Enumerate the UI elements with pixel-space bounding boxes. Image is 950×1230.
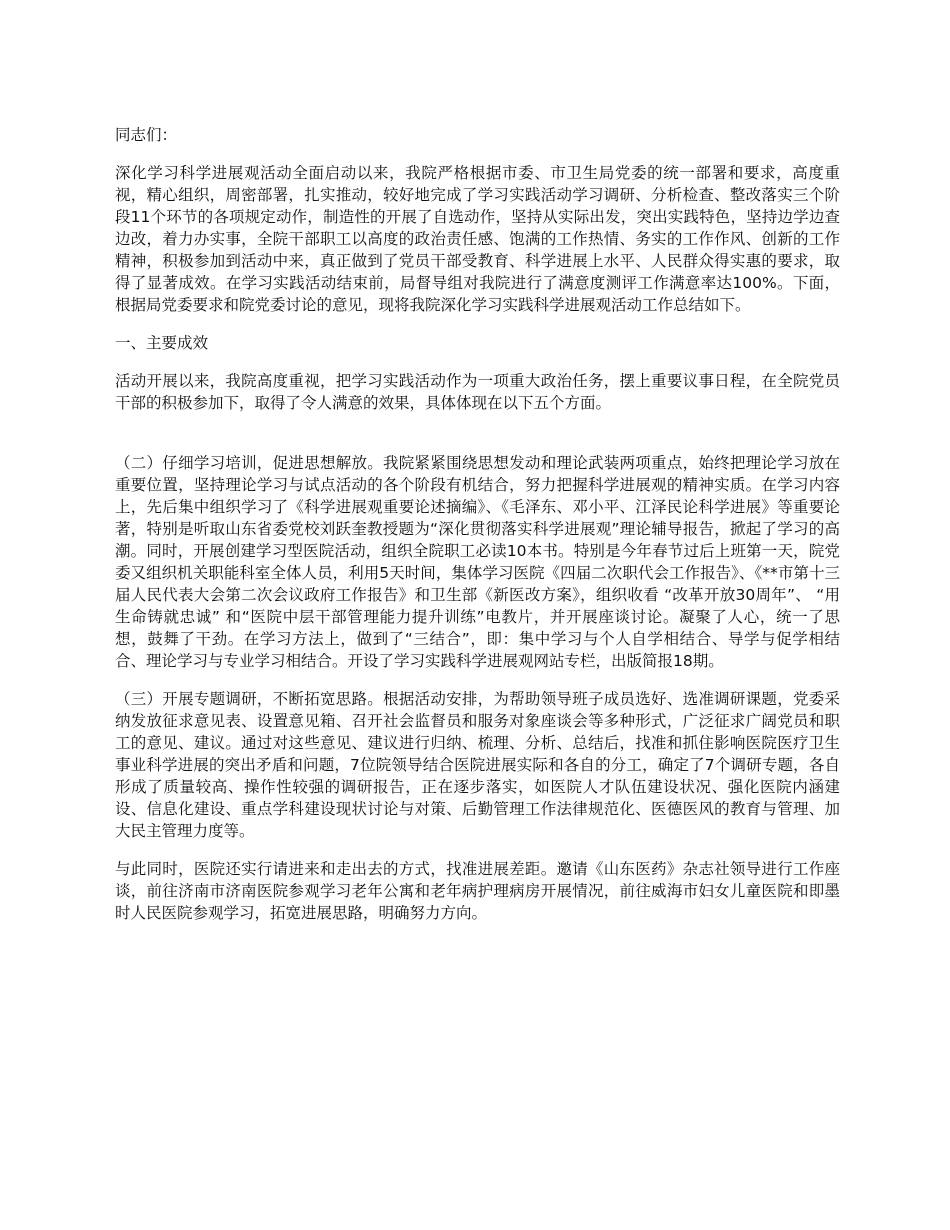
section-heading-main-results: 一、主要成效 [115, 334, 209, 352]
document-page [115, 124, 840, 940]
section-intro-paragraph: 活动开展以来，我院高度重视，把学习实践活动作为一项重大政治任务，摆上重要议事日程，在全院党员干部的积极参加下，取得了令人满意的效果，具体体现在以下五个方面。 [115, 372, 840, 412]
item-three-continued-paragraph: 与此同时，医院还实行请进来和走出去的方式，找准进展差距。邀请《山东医药》杂志社领导进行工作座谈，前往济南市济南医院参观学习老年公寓和老年病护理病房开展情况，前往威海市妇女儿童医院和即墨时人民医院参观学习，拓宽进展思路，明确努力方向。 [115, 860, 840, 922]
item-three-paragraph: （三）开展专题调研，不断拓宽思路。根据活动安排，为帮助领导班子成员选好、选准调研课题，党委采纳发放征求意见表、设置意见箱、召开社会监督员和服务对象座谈会等多种形式，广泛征求广阔党员和职工的意见、建议。通过对这些意见、建议进行归纳、梳理、分析、总结后，找准和抓住影响医院医疗卫生事业科学进展的突出矛盾和问题，7位院领导结合医院进展实际和各自的分工，确定了7个调研专题，各自形成了质量较高、操作性较强的调研报告，正在逐步落实，如医院人才队伍建设状况、强化医院内涵建设、信息化建设、重点学科建设现状讨论与对策、后勤管理工作法律规范化、医德医风的教育与管理、加大民主管理力度等。 [115, 690, 840, 840]
item-two-paragraph: （二）仔细学习培训，促进思想解放。我院紧紧围绕思想发动和理论武装两项重点，始终把理论学习放在重要位置，坚持理论学习与试点活动的各个阶段有机结合，努力把握科学进展观的精神实质。在学习内容上，先后集中组织学习了《科学进展观重要论述摘编》、《毛泽东、邓小平、江泽民论科学进展》等重要论著，特别是听取山东省委党校刘跃奎教授题为“深化贯彻落实科学进展观”理论辅导报告，掀起了学习的高潮。同时，开展创建学习型医院活动，组织全院职工必读10本书。特别是今年春节过后上班第一天，院党委又组织机关职能科室全体人员，利用5天时间，集体学习医院《四届二次职代会工作报告》、《**市第十三届人民代表大会第二次会议政府工作报告》和卫生部《新医改方案》，组织收看 “改革开放30周年”、 “用生命铸就忠诚” 和“医院中层干部管理能力提升训练”电教片，并开展座谈讨论。凝聚了人心，统一了思想，鼓舞了干劲。在学习方法上，做到了“三结合”，即：集中学习与个人自学相结合、导学与促学相结合、理论学习与专业学习相结合。开设了学习实践科学进展观网站专栏，出版简报18期。 [115, 454, 840, 670]
greeting: 同志们： [115, 126, 178, 144]
intro-paragraph: 深化学习科学进展观活动全面启动以来，我院严格根据市委、市卫生局党委的统一部署和要求，高度重视，精心组织，周密部署，扎实推动，较好地完成了学习实践活动学习调研、分析检查、整改落实三个阶段11个环节的各项规定动作，制造性的开展了自选动作，坚持从实际出发，突出实践特色，坚持边学边查边改，着力办实事，全院干部职工以高度的政治责任感、饱满的工作热情、务实的工作作风、创新的工作精神，积极参加到活动中来，真正做到了党员干部受教育、科学进展上水平、人民群众得实惠的要求，取得了显著成效。在学习实践活动结束前，局督导组对我院进行了满意度测评工作满意率达100%。下面，根据局党委要求和院党委讨论的意见，现将我院深化学习实践科学进展观活动工作总结如下。 [115, 164, 840, 314]
blank-gap [115, 430, 840, 452]
